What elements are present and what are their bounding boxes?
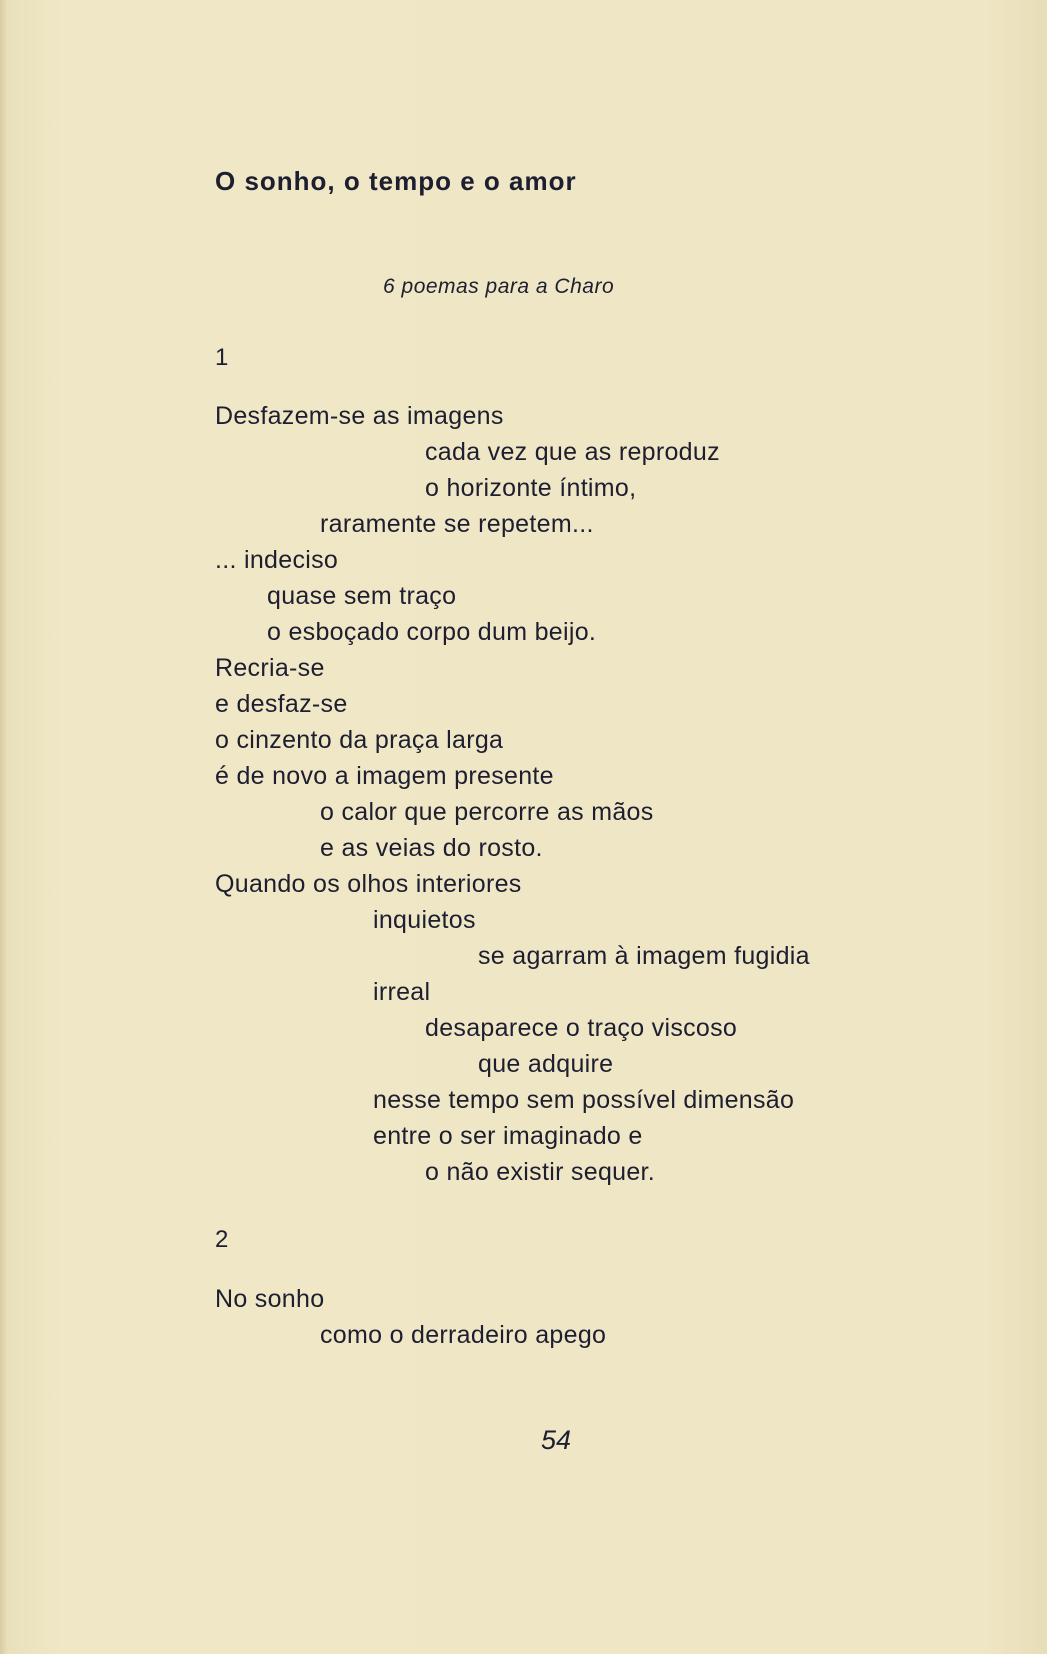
verse-line: cada vez que as reproduz bbox=[425, 438, 720, 466]
verse-line: o calor que percorre as mãos bbox=[320, 798, 654, 826]
verse-line: raramente se repetem... bbox=[320, 510, 594, 538]
page-number: 54 bbox=[541, 1425, 572, 1455]
poem-title: O sonho, o tempo e o amor bbox=[215, 166, 577, 196]
verse-line: irreal bbox=[373, 978, 431, 1006]
verse-line: o cinzento da praça larga bbox=[215, 726, 504, 754]
page-edge-shadow bbox=[0, 0, 8, 1654]
verse-line: Recria-se bbox=[215, 654, 325, 682]
verse-line: o esboçado corpo dum beijo. bbox=[267, 618, 597, 646]
verse-line: nesse tempo sem possível dimensão bbox=[373, 1086, 795, 1114]
verse-line: desaparece o traço viscoso bbox=[425, 1014, 738, 1042]
verse-line: é de novo a imagem presente bbox=[215, 762, 554, 790]
verse-line: entre o ser imaginado e bbox=[373, 1122, 643, 1150]
verse-line: como o derradeiro apego bbox=[320, 1321, 607, 1349]
verse-line: o não existir sequer. bbox=[425, 1158, 656, 1186]
verse-line: quase sem traço bbox=[267, 582, 457, 610]
verse-line: se agarram à imagem fugidia bbox=[478, 942, 810, 970]
section-number-1: 1 bbox=[215, 344, 229, 371]
verse-line: que adquire bbox=[478, 1050, 614, 1078]
verse-line: e as veias do rosto. bbox=[320, 834, 543, 862]
verse-line: inquietos bbox=[373, 906, 476, 934]
section-number-2: 2 bbox=[215, 1226, 229, 1253]
poem-dedication: 6 poemas para a Charo bbox=[383, 275, 615, 298]
verse-line: Quando os olhos interiores bbox=[215, 870, 522, 898]
verse-line: ... indeciso bbox=[215, 546, 339, 574]
verse-line: e desfaz-se bbox=[215, 690, 348, 718]
verse-line: o horizonte íntimo, bbox=[425, 474, 637, 502]
verse-line: No sonho bbox=[215, 1285, 325, 1313]
verse-line: Desfazem-se as imagens bbox=[215, 402, 504, 430]
